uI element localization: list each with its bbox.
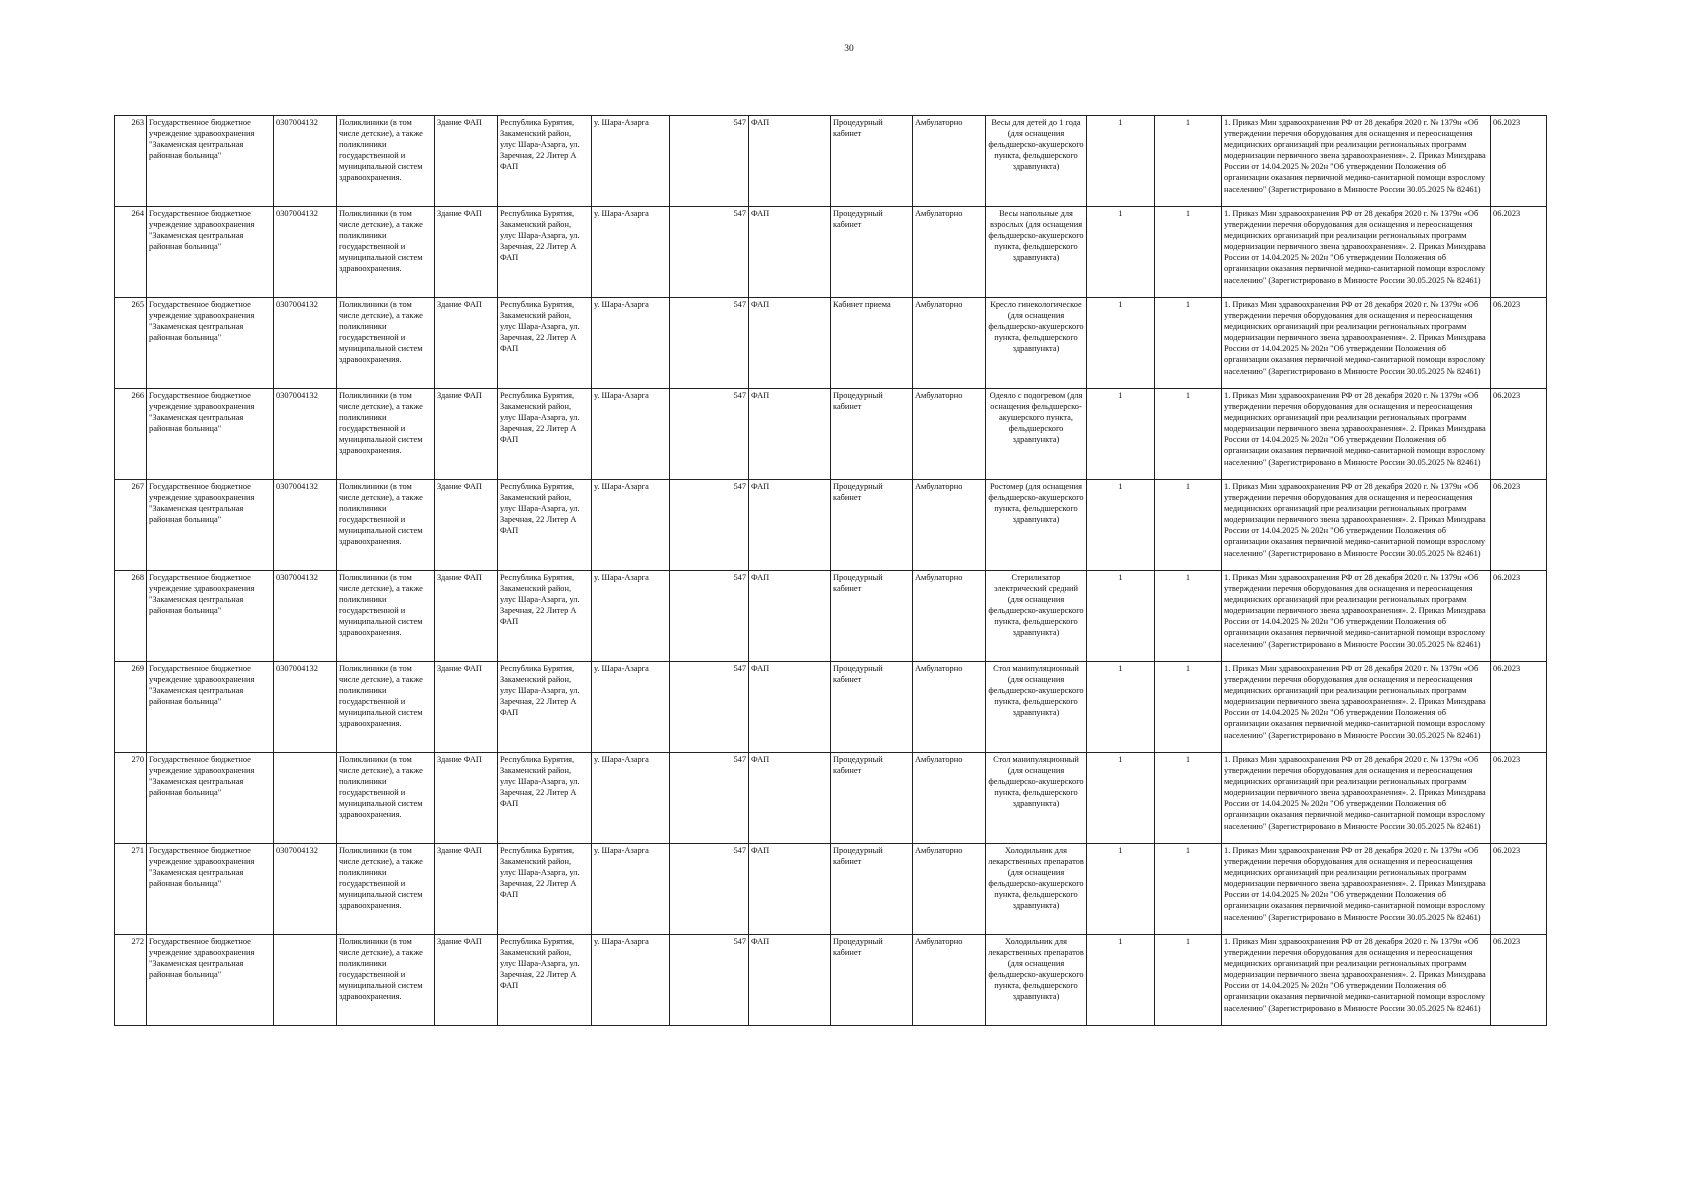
room-name: Кабинет приема [831,298,913,389]
table-row [115,753,1547,844]
settlement: у. Шара-Азарга [592,844,670,935]
building-type: Здание ФАП [435,844,498,935]
row-number: 268 [115,571,147,662]
building-type: Здание ФАП [435,116,498,207]
settlement: у. Шара-Азарга [592,389,670,480]
care-type: Амбулаторно [913,662,986,753]
delivery-date: 06.2023 [1491,571,1547,662]
facility-address: Республика Бурятия, Закаменский район, улус Шара-Азарга, ул. Заречная, 22 Литер А ФАП [498,389,592,480]
equipment-name: Весы для детей до 1 года (для оснащения фельдшерско-акушерского пункта, фельдшерского здравпункта) [986,116,1087,207]
organization-name: Государственное бюджетное учреждение здравоохранения "Закаменская центральная районная больница" [147,753,274,844]
quantity-planned: 1 [1155,662,1222,753]
unit-code: 547 [733,391,746,400]
settlement: у. Шара-Азарга [592,662,670,753]
facility-category: Поликлиники (в том числе детские), а также поликлиники государственной и муниципальной систем здравоохранения. [337,662,435,753]
equipment-name: Ростомер (для оснащения фельдшерско-акушерского пункта, фельдшерского здравпункта) [986,480,1087,571]
unit-name: ФАП [749,389,831,480]
delivery-date: 06.2023 [1491,298,1547,389]
facility-category: Поликлиники (в том числе детские), а также поликлиники государственной и муниципальной систем здравоохранения. [337,753,435,844]
care-type: Амбулаторно [913,935,986,1026]
facility-category: Поликлиники (в том числе детские), а также поликлиники государственной и муниципальной систем здравоохранения. [337,935,435,1026]
delivery-date: 06.2023 [1491,844,1547,935]
care-type: Амбулаторно [913,844,986,935]
row-number: 266 [115,389,147,480]
organization-inn: 0307004132 [274,571,337,662]
organization-name: Государственное бюджетное учреждение здравоохранения "Закаменская центральная районная больница" [147,935,274,1026]
delivery-date: 06.2023 [1491,753,1547,844]
facility-address: Республика Бурятия, Закаменский район, улус Шара-Азарга, ул. Заречная, 22 Литер А ФАП [498,480,592,571]
room-name: Процедурный кабинет [831,480,913,571]
organization-inn [274,753,337,844]
delivery-date: 06.2023 [1491,207,1547,298]
quantity-planned: 1 [1155,935,1222,1026]
unit-cell [670,207,749,298]
building-type: Здание ФАП [435,480,498,571]
row-number: 264 [115,207,147,298]
building-type: Здание ФАП [435,662,498,753]
settlement: у. Шара-Азарга [592,480,670,571]
table-row [115,571,1547,662]
settlement: у. Шара-Азарга [592,298,670,389]
unit-name: ФАП [749,571,831,662]
settlement: у. Шара-Азарга [592,935,670,1026]
facility-category: Поликлиники (в том числе детские), а также поликлиники государственной и муниципальной систем здравоохранения. [337,116,435,207]
equipment-name: Стерилизатор электрический средний (для оснащения фельдшерско-акушерского пункта, фельдшерского здравпункта) [986,571,1087,662]
row-number: 270 [115,753,147,844]
organization-name: Государственное бюджетное учреждение здравоохранения "Закаменская центральная районная больница" [147,207,274,298]
care-type: Амбулаторно [913,480,986,571]
quantity-planned: 1 [1155,480,1222,571]
row-number: 272 [115,935,147,1026]
quantity-required: 1 [1087,207,1155,298]
legal-basis: 1. Приказ Мин здравоохранения РФ от 28 декабря 2020 г. № 1379н «Об утверждении перечня оборудования для оснащения и переоснащения медицинских организаций при реализации региональных программ модернизации первичного звена здравоохранения». 2. Приказ Минздрава России от 14.04.2025 № 202н "Об утверждении Положения об организации оказания первичной медико-санитарной помощи взрослому населению" (Зарегистрировано в Минюсте России 30.05.2025 № 82461) [1222,662,1491,753]
organization-name: Государственное бюджетное учреждение здравоохранения "Закаменская центральная районная больница" [147,662,274,753]
equipment-name: Стол манипуляционный (для оснащения фельдшерско-акушерского пункта, фельдшерского здравпункта) [986,753,1087,844]
quantity-required: 1 [1087,844,1155,935]
equipment-name: Кресло гинекологическое (для оснащения фельдшерско-акушерского пункта, фельдшерского здравпункта) [986,298,1087,389]
facility-category: Поликлиники (в том числе детские), а также поликлиники государственной и муниципальной систем здравоохранения. [337,298,435,389]
care-type: Амбулаторно [913,298,986,389]
room-name: Процедурный кабинет [831,753,913,844]
organization-inn: 0307004132 [274,298,337,389]
row-number: 265 [115,298,147,389]
delivery-date: 06.2023 [1491,480,1547,571]
room-name: Процедурный кабинет [831,844,913,935]
legal-basis: 1. Приказ Мин здравоохранения РФ от 28 декабря 2020 г. № 1379н «Об утверждении перечня оборудования для оснащения и переоснащения медицинских организаций при реализации региональных программ модернизации первичного звена здравоохранения». 2. Приказ Минздрава России от 14.04.2025 № 202н "Об утверждении Положения об организации оказания первичной медико-санитарной помощи взрослому населению" (Зарегистрировано в Минюсте России 30.05.2025 № 82461) [1222,571,1491,662]
room-name: Процедурный кабинет [831,116,913,207]
quantity-required: 1 [1087,480,1155,571]
delivery-date: 06.2023 [1491,662,1547,753]
table-row [115,389,1547,480]
equipment-name: Холодильник для лекарственных препаратов (для оснащения фельдшерско-акушерского пункта, фельдшерского здравпункта) [986,844,1087,935]
unit-name: ФАП [749,753,831,844]
unit-code: 547 [733,300,746,309]
room-name: Процедурный кабинет [831,662,913,753]
settlement: у. Шара-Азарга [592,207,670,298]
unit-cell [670,298,749,389]
care-type: Амбулаторно [913,207,986,298]
unit-code: 547 [733,664,746,673]
quantity-required: 1 [1087,298,1155,389]
quantity-planned: 1 [1155,389,1222,480]
quantity-planned: 1 [1155,207,1222,298]
unit-cell [670,844,749,935]
unit-cell [670,480,749,571]
legal-basis: 1. Приказ Мин здравоохранения РФ от 28 декабря 2020 г. № 1379н «Об утверждении перечня оборудования для оснащения и переоснащения медицинских организаций при реализации региональных программ модернизации первичного звена здравоохранения». 2. Приказ Минздрава России от 14.04.2025 № 202н "Об утверждении Положения об организации оказания первичной медико-санитарной помощи взрослому населению" (Зарегистрировано в Минюсте России 30.05.2025 № 82461) [1222,844,1491,935]
legal-basis: 1. Приказ Мин здравоохранения РФ от 28 декабря 2020 г. № 1379н «Об утверждении перечня оборудования для оснащения и переоснащения медицинских организаций при реализации региональных программ модернизации первичного звена здравоохранения». 2. Приказ Минздрава России от 14.04.2025 № 202н "Об утверждении Положения об организации оказания первичной медико-санитарной помощи взрослому населению" (Зарегистрировано в Минюсте России 30.05.2025 № 82461) [1222,207,1491,298]
row-number: 271 [115,844,147,935]
unit-name: ФАП [749,935,831,1026]
equipment-name: Одеяло с подогревом (для оснащения фельдшерско-акушерского пункта, фельдшерского здравпункта) [986,389,1087,480]
organization-inn: 0307004132 [274,662,337,753]
settlement: у. Шара-Азарга [592,116,670,207]
delivery-date: 06.2023 [1491,389,1547,480]
quantity-required: 1 [1087,389,1155,480]
organization-name: Государственное бюджетное учреждение здравоохранения "Закаменская центральная районная больница" [147,480,274,571]
care-type: Амбулаторно [913,571,986,662]
table-row [115,844,1547,935]
organization-name: Государственное бюджетное учреждение здравоохранения "Закаменская центральная районная больница" [147,298,274,389]
care-type: Амбулаторно [913,389,986,480]
delivery-date: 06.2023 [1491,116,1547,207]
quantity-required: 1 [1087,571,1155,662]
facility-address: Республика Бурятия, Закаменский район, улус Шара-Азарга, ул. Заречная, 22 Литер А ФАП [498,662,592,753]
table-body [115,116,1547,1026]
quantity-required: 1 [1087,662,1155,753]
legal-basis: 1. Приказ Мин здравоохранения РФ от 28 декабря 2020 г. № 1379н «Об утверждении перечня оборудования для оснащения и переоснащения медицинских организаций при реализации региональных программ модернизации первичного звена здравоохранения». 2. Приказ Минздрава России от 14.04.2025 № 202н "Об утверждении Положения об организации оказания первичной медико-санитарной помощи взрослому населению" (Зарегистрировано в Минюсте России 30.05.2025 № 82461) [1222,116,1491,207]
unit-name: ФАП [749,116,831,207]
unit-cell [670,935,749,1026]
table-row [115,662,1547,753]
unit-code: 547 [733,573,746,582]
legal-basis: 1. Приказ Мин здравоохранения РФ от 28 декабря 2020 г. № 1379н «Об утверждении перечня оборудования для оснащения и переоснащения медицинских организаций при реализации региональных программ модернизации первичного звена здравоохранения». 2. Приказ Минздрава России от 14.04.2025 № 202н "Об утверждении Положения об организации оказания первичной медико-санитарной помощи взрослому населению" (Зарегистрировано в Минюсте России 30.05.2025 № 82461) [1222,480,1491,571]
room-name: Процедурный кабинет [831,571,913,662]
organization-inn: 0307004132 [274,116,337,207]
table-row [115,207,1547,298]
quantity-planned: 1 [1155,844,1222,935]
table-row [115,480,1547,571]
quantity-required: 1 [1087,116,1155,207]
organization-name: Государственное бюджетное учреждение здравоохранения "Закаменская центральная районная больница" [147,116,274,207]
unit-name: ФАП [749,480,831,571]
unit-code: 547 [733,846,746,855]
organization-name: Государственное бюджетное учреждение здравоохранения "Закаменская центральная районная больница" [147,844,274,935]
building-type: Здание ФАП [435,298,498,389]
organization-inn: 0307004132 [274,389,337,480]
quantity-planned: 1 [1155,298,1222,389]
facility-address: Республика Бурятия, Закаменский район, улус Шара-Азарга, ул. Заречная, 22 Литер А ФАП [498,935,592,1026]
unit-cell [670,389,749,480]
care-type: Амбулаторно [913,116,986,207]
facility-category: Поликлиники (в том числе детские), а также поликлиники государственной и муниципальной систем здравоохранения. [337,480,435,571]
unit-code: 547 [733,755,746,764]
organization-inn [274,935,337,1026]
organization-name: Государственное бюджетное учреждение здравоохранения "Закаменская центральная районная больница" [147,571,274,662]
equipment-table [114,115,1547,1026]
building-type: Здание ФАП [435,389,498,480]
settlement: у. Шара-Азарга [592,571,670,662]
unit-name: ФАП [749,298,831,389]
row-number: 269 [115,662,147,753]
organization-inn: 0307004132 [274,480,337,571]
facility-category: Поликлиники (в том числе детские), а также поликлиники государственной и муниципальной систем здравоохранения. [337,207,435,298]
unit-code: 547 [733,118,746,127]
legal-basis: 1. Приказ Мин здравоохранения РФ от 28 декабря 2020 г. № 1379н «Об утверждении перечня оборудования для оснащения и переоснащения медицинских организаций при реализации региональных программ модернизации первичного звена здравоохранения». 2. Приказ Минздрава России от 14.04.2025 № 202н "Об утверждении Положения об организации оказания первичной медико-санитарной помощи взрослому населению" (Зарегистрировано в Минюсте России 30.05.2025 № 82461) [1222,753,1491,844]
unit-cell [670,571,749,662]
facility-address: Республика Бурятия, Закаменский район, улус Шара-Азарга, ул. Заречная, 22 Литер А ФАП [498,844,592,935]
quantity-planned: 1 [1155,116,1222,207]
unit-code: 547 [733,937,746,946]
delivery-date: 06.2023 [1491,935,1547,1026]
settlement: у. Шара-Азарга [592,753,670,844]
facility-address: Республика Бурятия, Закаменский район, улус Шара-Азарга, ул. Заречная, 22 Литер А ФАП [498,571,592,662]
facility-address: Республика Бурятия, Закаменский район, улус Шара-Азарга, ул. Заречная, 22 Литер А ФАП [498,753,592,844]
unit-cell [670,662,749,753]
building-type: Здание ФАП [435,207,498,298]
organization-name: Государственное бюджетное учреждение здравоохранения "Закаменская центральная районная больница" [147,389,274,480]
legal-basis: 1. Приказ Мин здравоохранения РФ от 28 декабря 2020 г. № 1379н «Об утверждении перечня оборудования для оснащения и переоснащения медицинских организаций при реализации региональных программ модернизации первичного звена здравоохранения». 2. Приказ Минздрава России от 14.04.2025 № 202н "Об утверждении Положения об организации оказания первичной медико-санитарной помощи взрослому населению" (Зарегистрировано в Минюсте России 30.05.2025 № 82461) [1222,389,1491,480]
organization-inn: 0307004132 [274,844,337,935]
building-type: Здание ФАП [435,571,498,662]
unit-code: 547 [733,209,746,218]
unit-name: ФАП [749,844,831,935]
equipment-name: Холодильник для лекарственных препаратов (для оснащения фельдшерско-акушерского пункта, фельдшерского здравпункта) [986,935,1087,1026]
quantity-required: 1 [1087,753,1155,844]
facility-category: Поликлиники (в том числе детские), а также поликлиники государственной и муниципальной систем здравоохранения. [337,389,435,480]
quantity-required: 1 [1087,935,1155,1026]
facility-address: Республика Бурятия, Закаменский район, улус Шара-Азарга, ул. Заречная, 22 Литер А ФАП [498,207,592,298]
row-number: 267 [115,480,147,571]
unit-code: 547 [733,482,746,491]
organization-inn: 0307004132 [274,207,337,298]
legal-basis: 1. Приказ Мин здравоохранения РФ от 28 декабря 2020 г. № 1379н «Об утверждении перечня оборудования для оснащения и переоснащения медицинских организаций при реализации региональных программ модернизации первичного звена здравоохранения». 2. Приказ Минздрава России от 14.04.2025 № 202н "Об утверждении Положения об организации оказания первичной медико-санитарной помощи взрослому населению" (Зарегистрировано в Минюсте России 30.05.2025 № 82461) [1222,935,1491,1026]
equipment-name: Весы напольные для взрослых (для оснащения фельдшерско-акушерского пункта, фельдшерского здравпункта) [986,207,1087,298]
building-type: Здание ФАП [435,935,498,1026]
row-number: 263 [115,116,147,207]
unit-cell [670,116,749,207]
table-row [115,298,1547,389]
quantity-planned: 1 [1155,571,1222,662]
facility-category: Поликлиники (в том числе детские), а также поликлиники государственной и муниципальной систем здравоохранения. [337,844,435,935]
table-row [115,116,1547,207]
legal-basis: 1. Приказ Мин здравоохранения РФ от 28 декабря 2020 г. № 1379н «Об утверждении перечня оборудования для оснащения и переоснащения медицинских организаций при реализации региональных программ модернизации первичного звена здравоохранения». 2. Приказ Минздрава России от 14.04.2025 № 202н "Об утверждении Положения об организации оказания первичной медико-санитарной помощи взрослому населению" (Зарегистрировано в Минюсте России 30.05.2025 № 82461) [1222,298,1491,389]
care-type: Амбулаторно [913,753,986,844]
quantity-planned: 1 [1155,753,1222,844]
equipment-name: Стол манипуляционный (для оснащения фельдшерско-акушерского пункта, фельдшерского здравпункта) [986,662,1087,753]
facility-address: Республика Бурятия, Закаменский район, улус Шара-Азарга, ул. Заречная, 22 Литер А ФАП [498,116,592,207]
unit-cell [670,753,749,844]
table-row [115,935,1547,1026]
unit-name: ФАП [749,207,831,298]
page-number: 30 [844,44,854,54]
room-name: Процедурный кабинет [831,389,913,480]
building-type: Здание ФАП [435,753,498,844]
facility-category: Поликлиники (в том числе детские), а также поликлиники государственной и муниципальной систем здравоохранения. [337,571,435,662]
room-name: Процедурный кабинет [831,207,913,298]
unit-name: ФАП [749,662,831,753]
room-name: Процедурный кабинет [831,935,913,1026]
facility-address: Республика Бурятия, Закаменский район, улус Шара-Азарга, ул. Заречная, 22 Литер А ФАП [498,298,592,389]
